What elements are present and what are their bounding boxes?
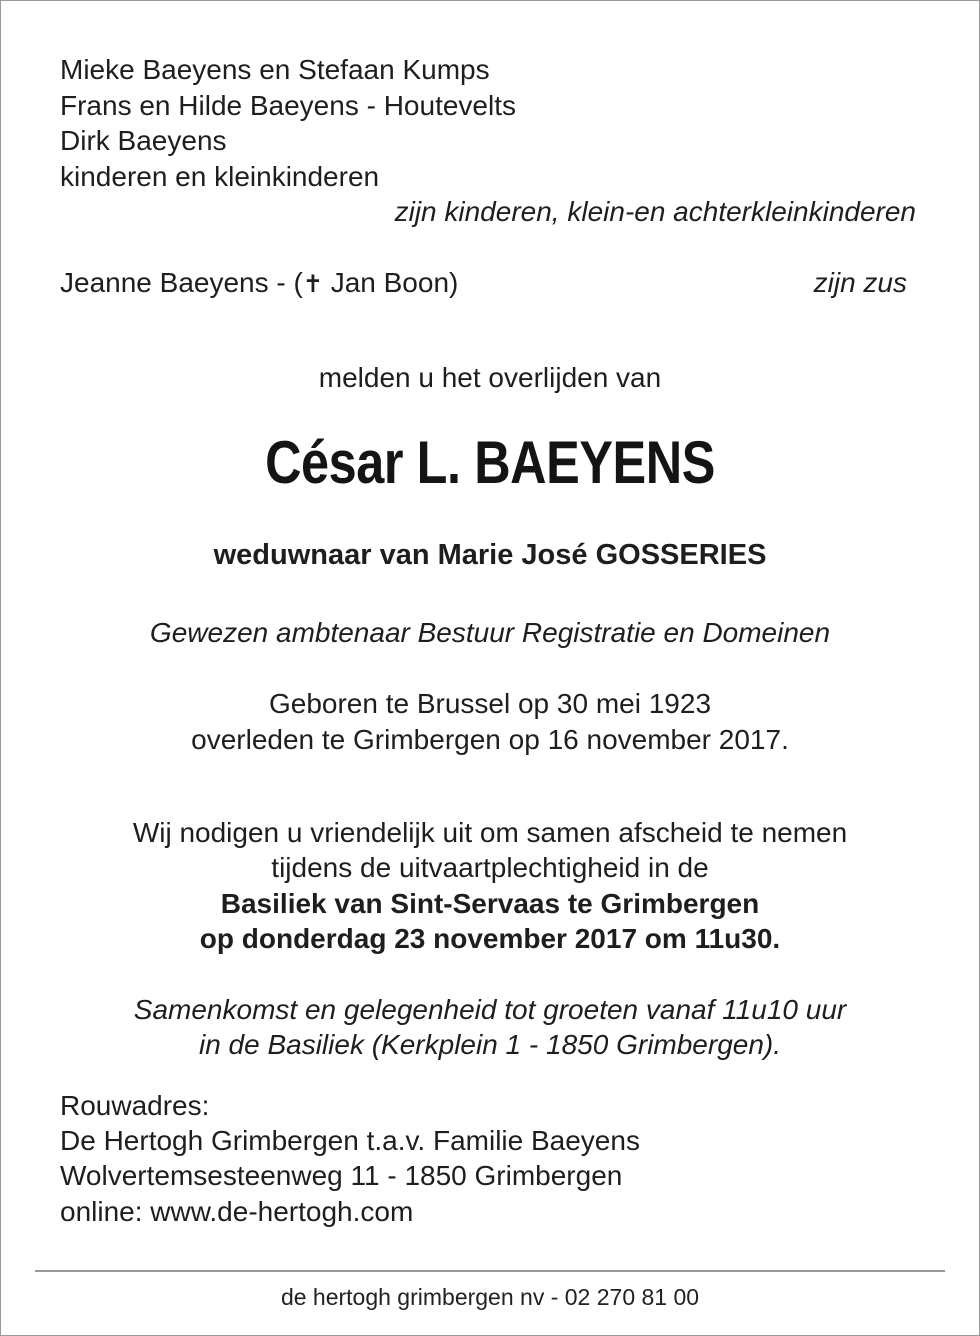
address-website: online: www.de-hertogh.com (60, 1196, 414, 1227)
sister-relation: zijn zus (813, 267, 907, 298)
widower-line: weduwnaar van Marie José GOSSERIES (213, 539, 767, 571)
invitation-line-2: tijdens de uitvaartplechtigheid in de (271, 852, 709, 883)
invitation-line-1: Wij nodigen u vriendelijk uit om samen afscheid te nemen (132, 817, 848, 848)
birth-line: Geboren te Brussel op 30 mei 1923 (268, 688, 712, 719)
family-line-4: kinderen en kleinkinderen (60, 161, 380, 192)
death-line: overleden te Grimbergen op 16 november 2017. (191, 724, 789, 755)
sister-name-suffix: Jan Boon) (322, 267, 459, 298)
occupation: Gewezen ambtenaar Bestuur Registratie en Domeinen (149, 617, 831, 648)
address-line-1: De Hertogh Grimbergen t.a.v. Familie Baeyens (60, 1125, 640, 1156)
family-line-2: Frans en Hilde Baeyens - Houtevelts (60, 90, 516, 121)
sister-name (60, 266, 458, 302)
ceremony-datetime: op donderdag 23 november 2017 om 11u30. (199, 923, 781, 954)
family-relation: zijn kinderen, klein-en achterkleinkinderen (394, 196, 916, 227)
family-line-1: Mieke Baeyens en Stefaan Kumps (60, 54, 490, 85)
gathering-line-2: in de Basiliek (Kerkplein 1 - 1850 Grimbergen). (198, 1029, 782, 1060)
gathering-line-1: Samenkomst en gelegenheid tot groeten vanaf 11u10 uur (133, 994, 847, 1025)
family-line-3: Dirk Baeyens (60, 125, 227, 156)
cross-icon: ✝ (302, 271, 323, 298)
address-line-2: Wolvertemsesteenweg 11 - 1850 Grimbergen (60, 1160, 623, 1191)
footer-divider (35, 1270, 945, 1272)
footer-text: de hertogh grimbergen nv - 02 270 81 00 (280, 1284, 700, 1310)
ceremony-place: Basiliek van Sint-Servaas te Grimbergen (220, 888, 760, 919)
sister-name-prefix: Jeanne Baeyens - ( (60, 267, 303, 298)
announcement: melden u het overlijden van (318, 362, 662, 393)
address-label: Rouwadres: (60, 1090, 210, 1121)
deceased-name: César L. BAEYENS (265, 429, 715, 496)
